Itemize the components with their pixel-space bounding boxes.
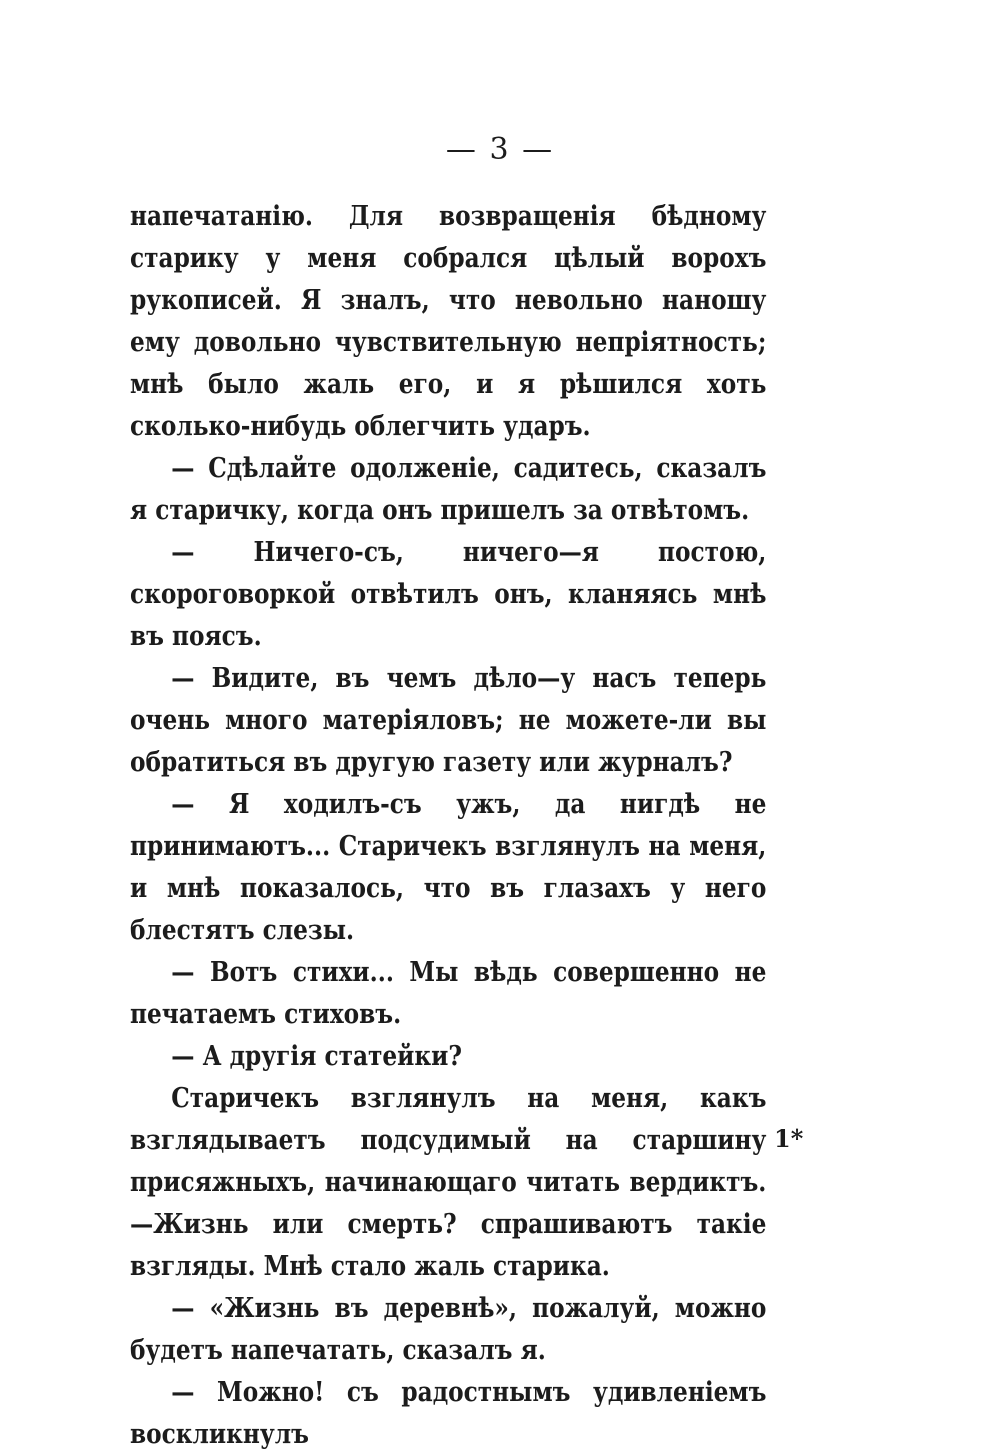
paragraph: — Вотъ стихи... Мы вѣдь совершенно не печатаемъ стиховъ. [130,957,767,1030]
body-text [130,196,766,1456]
paragraph: — Я ходилъ-съ ужъ, да нигдѣ не принимаютъ... Старичекъ взглянулъ на меня, и мнѣ показалось, что въ глазахъ у него блестятъ слезы. [130,789,767,946]
signature-mark: 1* [774,1124,804,1153]
paragraph: — Сдѣлайте одолженіе, садитесь, сказалъ я старичку, когда онъ пришелъ за отвѣтомъ. [130,453,767,526]
paragraph: — Ничего-съ, ничего—я постою, скороговоркой отвѣтилъ онъ, кланяясь мнѣ въ поясъ. [130,537,767,652]
paragraph: — Видите, въ чемъ дѣло—у насъ теперь очень много матеріяловъ; не можете-ли вы обратиться въ другую газету или журналъ? [130,663,767,778]
paragraph: — Можно! съ радостнымъ удивленіемъ воскликнулъ [130,1377,767,1450]
paragraph: — А другія статейки? [171,1041,463,1072]
paragraph: Старичекъ взглянулъ на меня, какъ взглядываетъ подсудимый на старшину присяжныхъ, начинающаго читать вердиктъ.—Жизнь или смерть? спрашиваютъ такіе взгляды. Мнѣ стало жаль старика. [130,1083,767,1282]
page-number: — 3 — [445,132,555,167]
paragraph: напечатанію. Для возвращенія бѣдному старику у меня собрался цѣлый ворохъ рукописей. Я зналъ, что невольно наношу ему довольно чувствительную непріятность; мнѣ было жаль его, и я рѣшился хоть сколько-нибудь облегчить ударъ. [130,201,767,442]
paragraph: — «Жизнь въ деревнѣ», пожалуй, можно будетъ напечатать, сказалъ я. [130,1293,767,1366]
